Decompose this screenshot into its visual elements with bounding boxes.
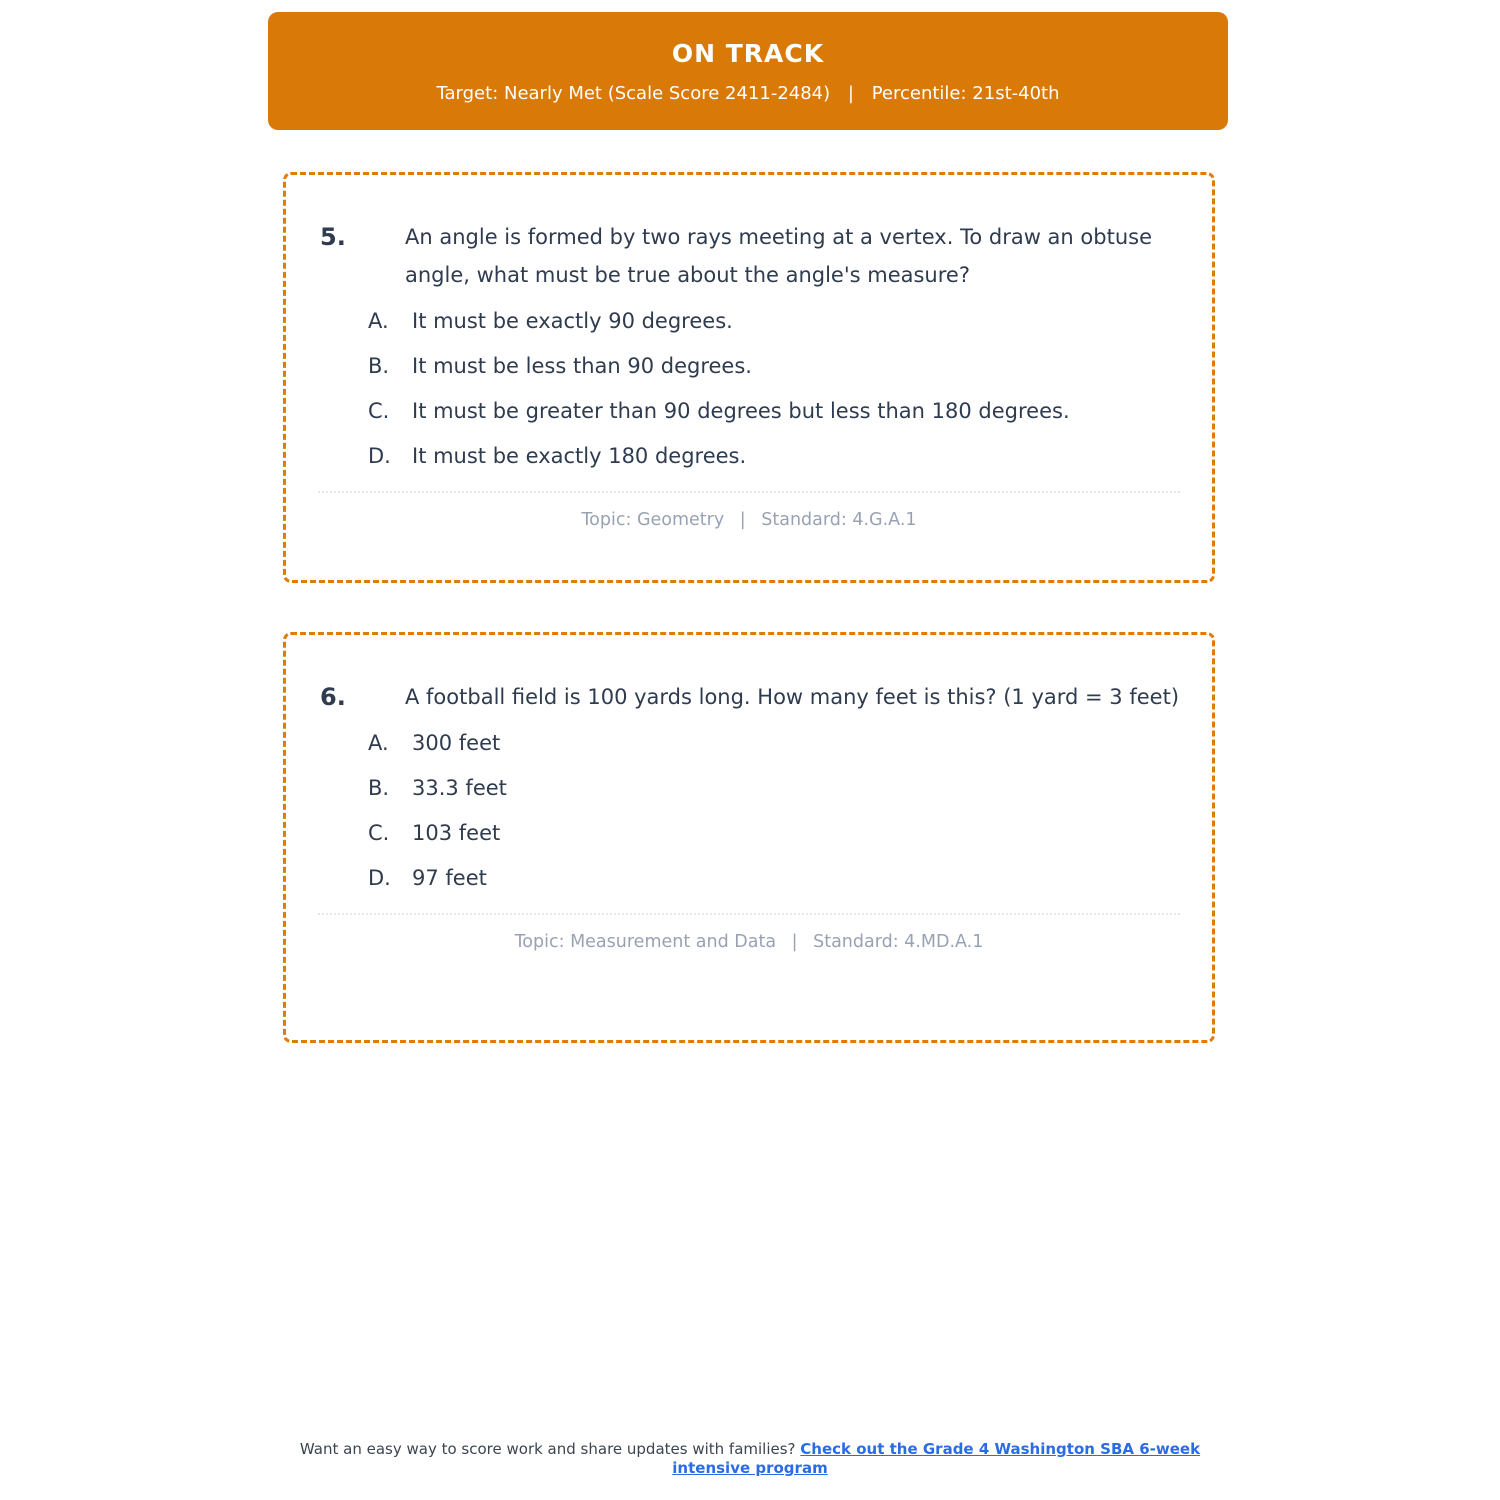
question-row xyxy=(286,635,1212,716)
answer-option xyxy=(286,356,1190,377)
option-text: It must be exactly 90 degrees. xyxy=(412,309,733,333)
pipe-separator: | xyxy=(847,83,854,104)
topic-standard-line xyxy=(286,509,1212,531)
option-text: It must be exactly 180 degrees. xyxy=(412,444,747,468)
option-letter: D. xyxy=(368,866,391,890)
question-number: 6. xyxy=(320,683,346,711)
card-divider xyxy=(318,913,1180,915)
question-text: A football field is 100 yards long. How many feet is this? (1 yard = 3 feet) xyxy=(405,685,1180,709)
pipe-separator: | xyxy=(791,932,798,952)
score-band-header xyxy=(268,12,1228,130)
option-letter: B. xyxy=(368,354,390,378)
option-text: 103 feet xyxy=(412,821,501,845)
option-letter: A. xyxy=(368,731,389,755)
pipe-separator: | xyxy=(739,510,746,530)
option-text: 33.3 feet xyxy=(412,776,507,800)
option-letter: A. xyxy=(368,309,389,333)
standard-text: Standard: 4.G.A.1 xyxy=(761,510,917,530)
option-text: It must be less than 90 degrees. xyxy=(412,354,752,378)
standard-text: Standard: 4.MD.A.1 xyxy=(813,932,984,952)
score-band-subtitle xyxy=(268,82,1228,106)
target-range-text: Target: Nearly Met (Scale Score 2411-2484) xyxy=(436,83,831,104)
card-divider xyxy=(318,491,1180,493)
option-letter: B. xyxy=(368,776,390,800)
option-letter: C. xyxy=(368,821,390,845)
topic-text: Topic: Measurement and Data xyxy=(514,932,777,952)
answer-option xyxy=(286,733,1190,754)
answer-options-list xyxy=(286,311,1212,467)
footer-cta xyxy=(275,1440,1225,1478)
question-card-6 xyxy=(283,632,1215,1043)
score-band-title: ON TRACK xyxy=(671,39,825,68)
option-letter: D. xyxy=(368,444,391,468)
option-letter: C. xyxy=(368,399,390,423)
option-text: It must be greater than 90 degrees but less than 180 degrees. xyxy=(412,399,1070,423)
answer-option xyxy=(286,868,1190,889)
answer-option xyxy=(286,401,1190,422)
footer-program-link[interactable]: Check out the Grade 4 Washington SBA 6-week intensive program xyxy=(672,1440,1201,1477)
answer-option xyxy=(286,311,1190,332)
topic-text: Topic: Geometry xyxy=(581,510,725,530)
topic-standard-line xyxy=(286,931,1212,953)
answer-option xyxy=(286,446,1190,467)
question-card-5 xyxy=(283,172,1215,583)
percentile-text: Percentile: 21st-40th xyxy=(871,83,1060,104)
answer-option xyxy=(286,823,1190,844)
question-number: 5. xyxy=(320,223,346,251)
footer-prompt-text: Want an easy way to score work and share updates with families? xyxy=(299,1440,796,1458)
option-text: 97 feet xyxy=(412,866,487,890)
question-text: An angle is formed by two rays meeting at a vertex. To draw an obtuse angle, what must be true about the angle's measure? xyxy=(405,225,1152,287)
question-row xyxy=(286,175,1212,294)
answer-options-list xyxy=(286,733,1212,889)
option-text: 300 feet xyxy=(412,731,501,755)
answer-option xyxy=(286,778,1190,799)
